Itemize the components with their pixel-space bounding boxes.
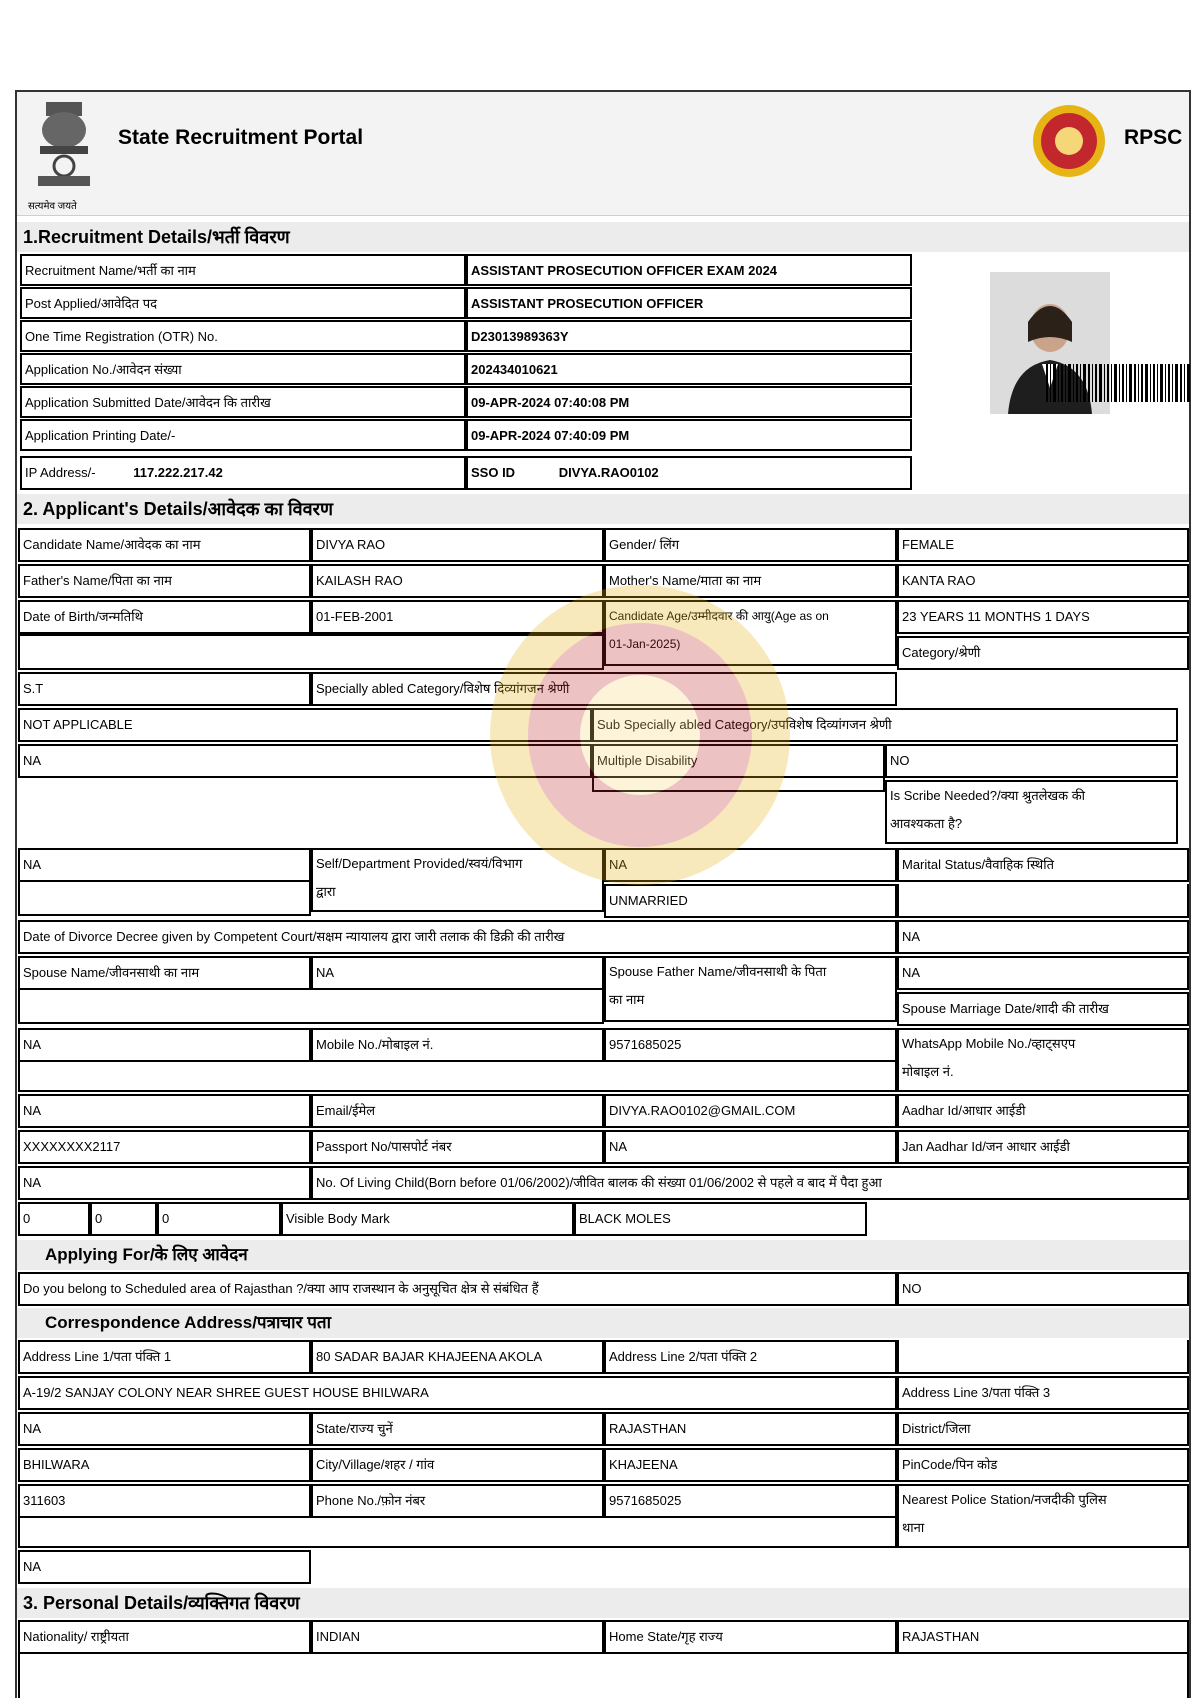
portal-header: [17, 92, 1189, 216]
spouse-father-line1: Spouse Father Name/जीवनसाथी के पिता: [609, 964, 827, 979]
dob-label: Date of Birth/जन्मतिथि: [18, 600, 311, 634]
section-applicant-heading: 2. Applicant's Details/आवेदक का विवरण: [17, 494, 1189, 524]
dob-value: 01-FEB-2001: [311, 600, 604, 634]
spacer-cell-2: [897, 884, 1189, 918]
sso-value: DIVYA.RAO0102: [558, 465, 659, 480]
aadhar-value: XXXXXXXX2117: [18, 1130, 311, 1164]
father-label: Father's Name/पिता का नाम: [18, 564, 311, 598]
section-recruitment-heading: 1.Recruitment Details/भर्ती विवरण: [17, 222, 1189, 252]
address-line1-label: Address Line 1/पता पंक्ति 1: [18, 1340, 311, 1374]
address-line1-value: 80 SADAR BAJAR KHAJEENA AKOLA: [311, 1340, 604, 1374]
children-label: No. Of Living Child(Born before 01/06/2002)/जीवित बालक की संख्या 01/06/2002 से पहले व बाद में पैदा हुआ: [311, 1166, 1189, 1200]
section-correspondence-heading: Correspondence Address/पत्राचार पता: [17, 1308, 1189, 1338]
whatsapp-line1: WhatsApp Mobile No./व्हाट्सएप: [902, 1036, 1076, 1051]
address-line3-value: NA: [18, 1412, 311, 1446]
divorce-value: NA: [897, 920, 1189, 954]
phone-value: 9571685025: [604, 1484, 897, 1518]
sso-row: [466, 456, 912, 490]
marital-value: UNMARRIED: [604, 884, 897, 918]
ip-row: [20, 456, 466, 490]
rpsc-seal-icon: [1030, 97, 1108, 189]
email-label: Email/ईमेल: [311, 1094, 604, 1128]
empty-row: [18, 634, 604, 670]
father-value: KAILASH RAO: [311, 564, 604, 598]
cand-name-label: Candidate Name/आवेदक का नाम: [18, 528, 311, 562]
pincode-value: 311603: [18, 1484, 311, 1518]
submitted-value: 09-APR-2024 07:40:08 PM: [466, 386, 912, 418]
emblem-motto: सत्यमेव जयते: [28, 201, 77, 212]
police-value: NA: [18, 1550, 311, 1584]
state-label: State/राज्य चुनें: [311, 1412, 604, 1446]
sso-label: SSO ID: [471, 465, 516, 480]
district-label: District/जिला: [897, 1412, 1189, 1446]
continuation-row: [18, 1654, 1189, 1698]
post-label: Post Applied/आवेदित पद: [20, 287, 466, 319]
post-value: ASSISTANT PROSECUTION OFFICER: [466, 287, 912, 319]
barcode-icon: [1046, 364, 1190, 402]
scheduled-area-label: Do you belong to Scheduled area of Rajasthan ?/क्या आप राजस्थान के अनुसूचित क्षेत्र से संबंधित हैं: [18, 1272, 897, 1306]
recruitment-name-label: Recruitment Name/भर्ती का नाम: [20, 254, 466, 286]
self-dept-value: NA: [604, 848, 897, 882]
age-label-line2: 01-Jan-2025): [609, 637, 681, 651]
police-line2: थाना: [902, 1520, 925, 1535]
email-value: DIVYA.RAO0102@GMAIL.COM: [604, 1094, 897, 1128]
body-mark-value: BLACK MOLES: [574, 1202, 867, 1236]
section-applying-heading: Applying For/के लिए आवेदन: [17, 1240, 1189, 1270]
state-value: RAJASTHAN: [604, 1412, 897, 1446]
mother-label: Mother's Name/माता का नाम: [604, 564, 897, 598]
whatsapp-value: NA: [18, 1094, 311, 1128]
jan-aadhar-label: Jan Aadhar Id/जन आधार आईडी: [897, 1130, 1189, 1164]
gender-value: FEMALE: [897, 528, 1189, 562]
police-spacer: [18, 1518, 897, 1548]
address-line3-label: Address Line 3/पता पंक्ति 3: [897, 1376, 1189, 1410]
sub-specially-value: NA: [18, 744, 592, 778]
city-value: KHAJEENA: [604, 1448, 897, 1482]
scribe-value: NA: [18, 848, 311, 882]
passport-value: NA: [604, 1130, 897, 1164]
scribe-label-line1: Is Scribe Needed?/क्या श्रुतलेखक की: [890, 788, 1086, 803]
agency-name: RPSC: [1124, 126, 1183, 149]
recruitment-name-value: ASSISTANT PROSECUTION OFFICER EXAM 2024: [466, 254, 912, 286]
printing-label: Application Printing Date/-: [20, 419, 466, 451]
spacer-row: [18, 990, 604, 1024]
spacer-cell: [18, 882, 311, 916]
mobile-label: Mobile No./मोबाइल नं.: [311, 1028, 604, 1062]
body-mark-label: Visible Body Mark: [281, 1202, 574, 1236]
self-dept-line2: द्वारा: [316, 884, 336, 899]
category-label: Category/श्रेणी: [897, 636, 1189, 670]
marital-label: Marital Status/वैवाहिक स्थिति: [897, 848, 1189, 882]
home-state-label: Home State/गृह राज्य: [604, 1620, 897, 1654]
mobile-value: 9571685025: [604, 1028, 897, 1062]
specially-value: NOT APPLICABLE: [18, 708, 592, 742]
phone-label: Phone No./फ़ोन नंबर: [311, 1484, 604, 1518]
spouse-value: NA: [311, 956, 604, 990]
address-line2-label: Address Line 2/पता पंक्ति 2: [604, 1340, 897, 1374]
age-value: 23 YEARS 11 MONTHS 1 DAYS: [897, 600, 1189, 634]
sub-specially-label: Sub Specially abled Category/उपविशेष दिव्यांगजन श्रेणी: [592, 708, 1178, 742]
multiple-label: Multiple Disability: [592, 744, 885, 778]
marriage-date-value: NA: [18, 1028, 311, 1062]
divorce-label: Date of Divorce Decree given by Competent Court/सक्षम न्यायालय द्वारा जारी तलाक की डिक्री की तारीख: [18, 920, 897, 954]
police-line1: Nearest Police Station/नजदीकी पुलिस: [902, 1492, 1107, 1507]
spouse-label: Spouse Name/जीवनसाथी का नाम: [18, 956, 311, 990]
app-no-label: Application No./आवेदन संख्या: [20, 353, 466, 385]
city-label: City/Village/शहर / गांव: [311, 1448, 604, 1482]
nationality-label: Nationality/ राष्ट्रीयता: [18, 1620, 311, 1654]
nationality-value: INDIAN: [311, 1620, 604, 1654]
printing-value: 09-APR-2024 07:40:09 PM: [466, 419, 912, 451]
spouse-father-value: NA: [897, 956, 1189, 990]
self-dept-label: [311, 848, 604, 912]
child-count-2: 0: [90, 1202, 157, 1236]
multiple-value: NO: [885, 744, 1178, 778]
jan-aadhar-value: NA: [18, 1166, 311, 1200]
otr-value: D23013989363Y: [466, 320, 912, 352]
home-state-value: RAJASTHAN: [897, 1620, 1189, 1654]
scribe-label: [885, 780, 1178, 844]
self-dept-line1: Self/Department Provided/स्वयं/विभाग: [316, 856, 523, 871]
address-spacer: [897, 1340, 1189, 1374]
cand-name-value: DIVYA RAO: [311, 528, 604, 562]
scheduled-area-value: NO: [897, 1272, 1189, 1306]
district-value: BHILWARA: [18, 1448, 311, 1482]
multiple-spacer: [592, 778, 885, 792]
spouse-father-label: [604, 956, 897, 1022]
gender-label: Gender/ लिंग: [604, 528, 897, 562]
police-label: [897, 1484, 1189, 1548]
pincode-label: PinCode/पिन कोड: [897, 1448, 1189, 1482]
scribe-label-line2: आवश्यकता है?: [890, 816, 963, 831]
whatsapp-label: [897, 1028, 1189, 1092]
address-line2-value: A-19/2 SANJAY COLONY NEAR SHREE GUEST HOUSE BHILWARA: [18, 1376, 897, 1410]
spacer-row-2: [18, 1062, 897, 1092]
age-label-line1: Candidate Age/उम्मीदवार की आयु(Age as on: [609, 609, 829, 623]
marriage-date-label: Spouse Marriage Date/शादी की तारीख: [897, 992, 1189, 1026]
spouse-father-line2: का नाम: [609, 992, 645, 1007]
otr-label: One Time Registration (OTR) No.: [20, 320, 466, 352]
aadhar-label: Aadhar Id/आधार आईडी: [897, 1094, 1189, 1128]
passport-label: Passport No/पासपोर्ट नंबर: [311, 1130, 604, 1164]
ip-label: IP Address/-: [25, 465, 96, 480]
app-no-value: 202434010621: [466, 353, 912, 385]
portal-title: State Recruitment Portal: [118, 126, 364, 149]
ip-value: 117.222.217.42: [133, 465, 223, 480]
category-value: S.T: [18, 672, 311, 706]
child-count-3: 0: [157, 1202, 281, 1236]
national-emblem-icon: [26, 96, 102, 214]
section-personal-heading: 3. Personal Details/व्यक्तिगत विवरण: [17, 1588, 1189, 1618]
specially-label: Specially abled Category/विशेष दिव्यांगजन श्रेणी: [311, 672, 897, 706]
whatsapp-line2: मोबाइल नं.: [902, 1064, 954, 1079]
age-label: [604, 600, 897, 666]
submitted-label: Application Submitted Date/आवेदन कि तारीख: [20, 386, 466, 418]
child-count-1: 0: [18, 1202, 90, 1236]
mother-value: KANTA RAO: [897, 564, 1189, 598]
